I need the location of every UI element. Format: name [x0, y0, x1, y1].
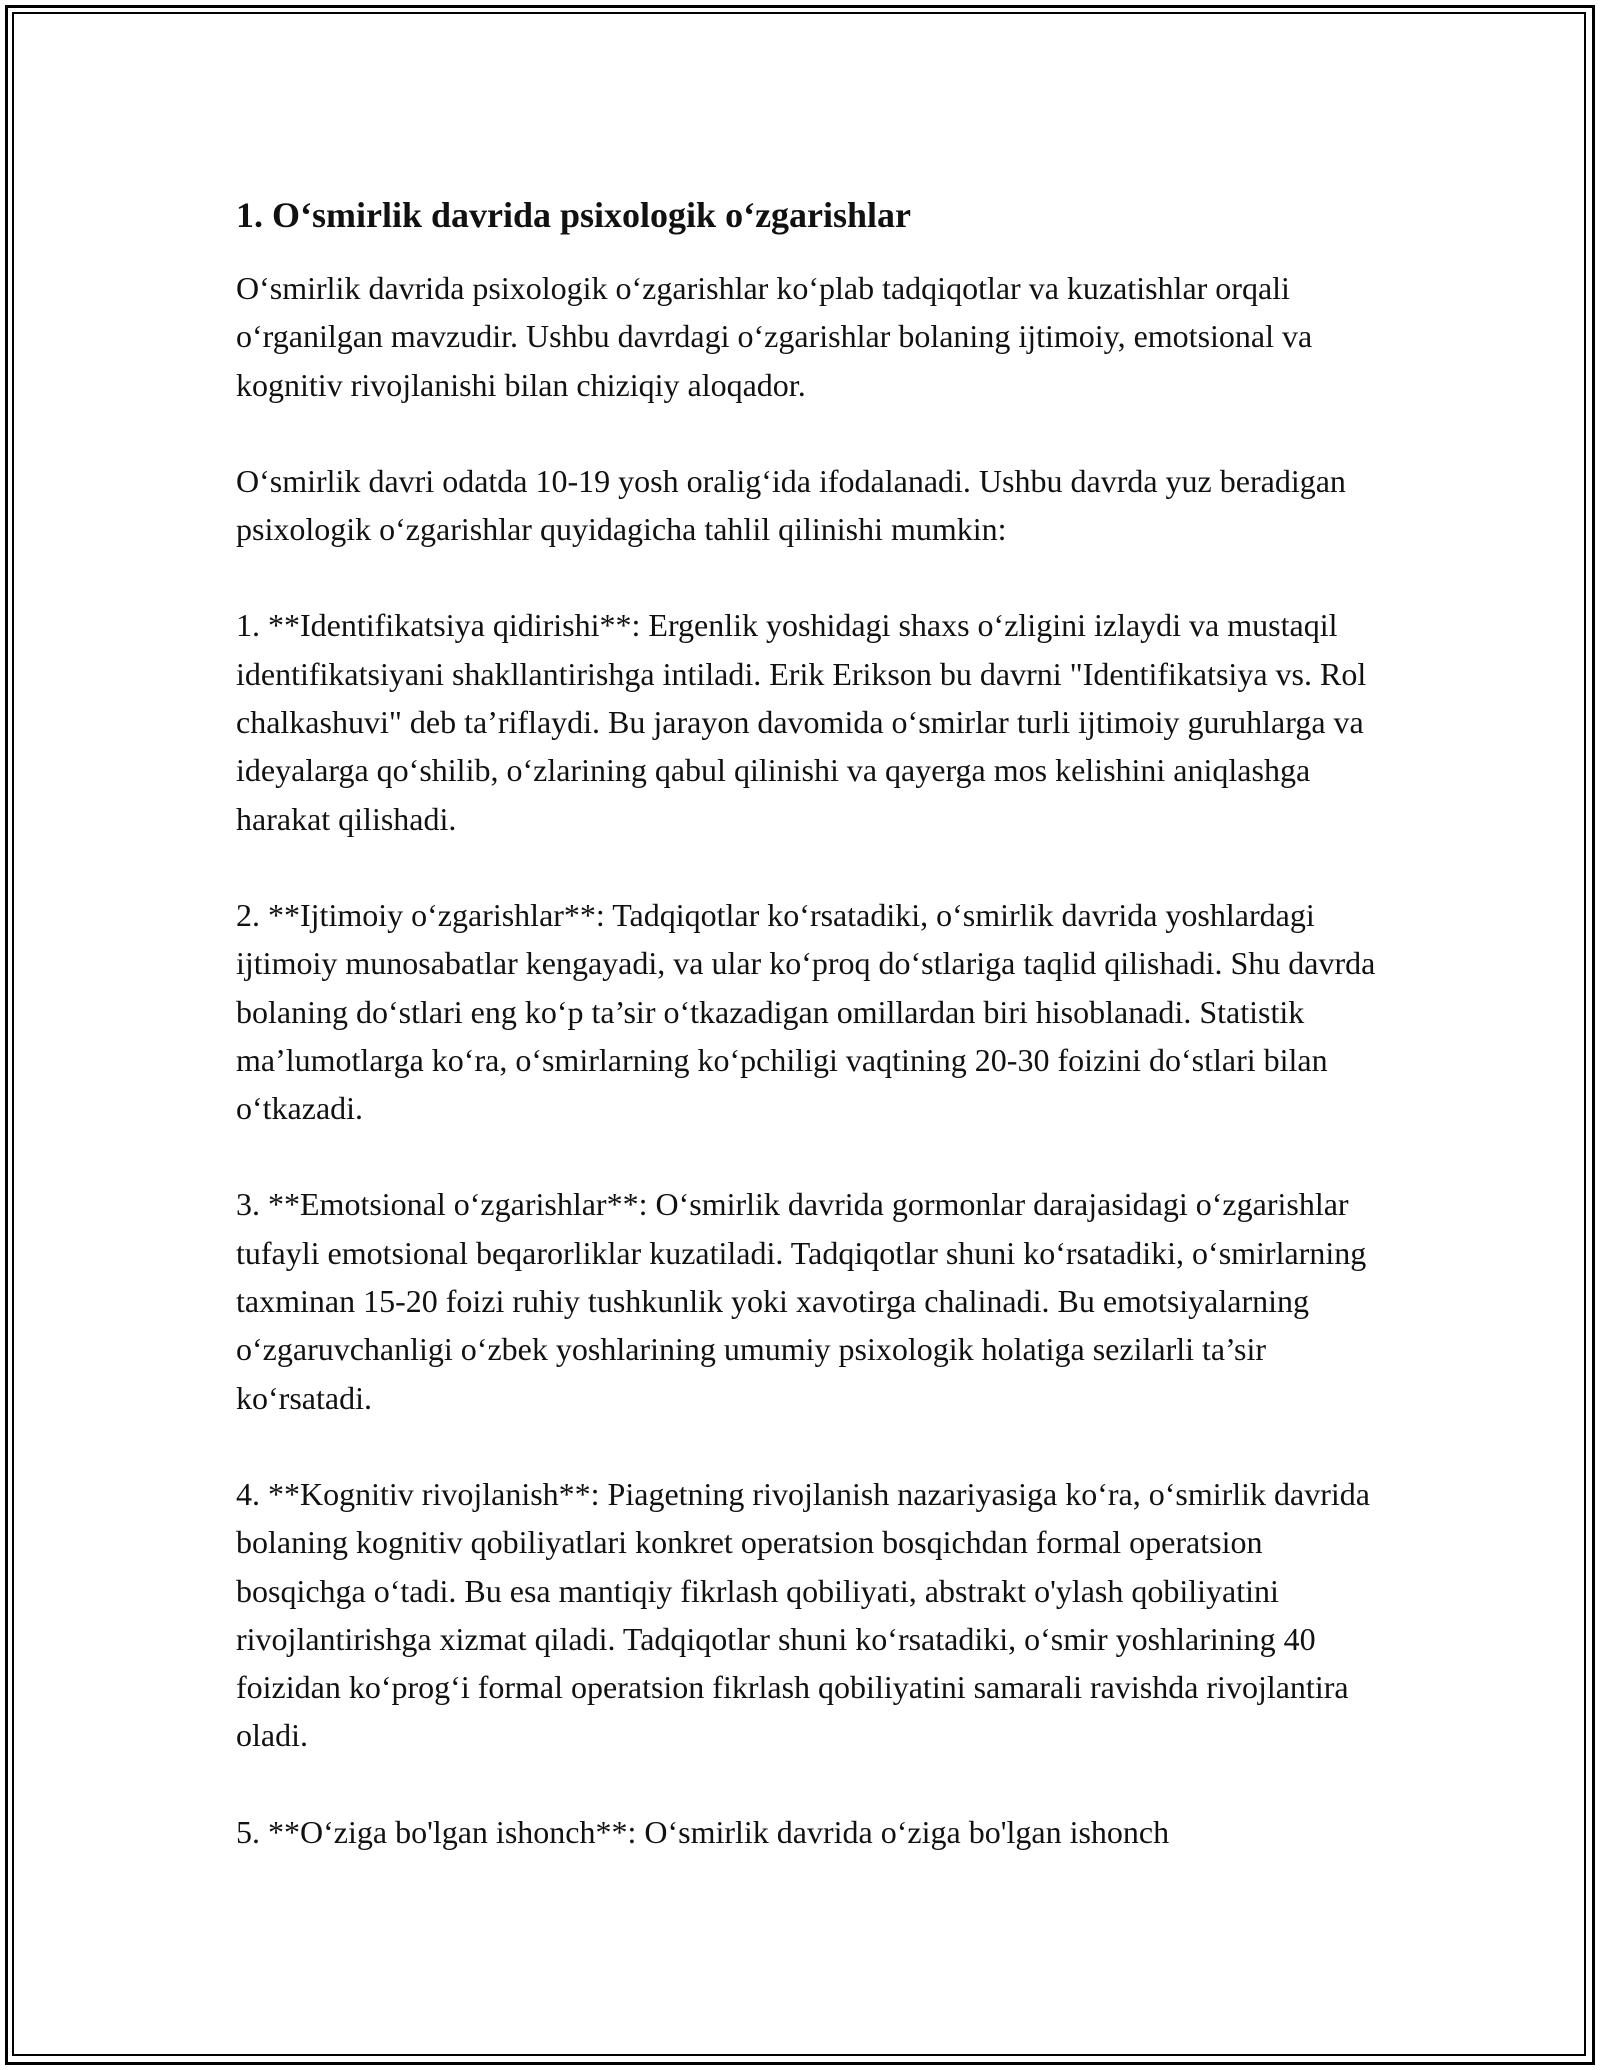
document-body: [236, 186, 1396, 1904]
paragraph-item-self-confidence: 5. **O‘ziga bo'lgan ishonch**: O‘smirlik davrida o‘ziga bo'lgan ishonch: [236, 1813, 1170, 1850]
paragraph-item-cognitive: 4. **Kognitiv rivojlanish**: Piagetning rivojlanish nazariyasiga ko‘ra, o‘smirlik davrida bolaning kognitiv qobiliyatlari konkret operatsion bosqichdan formal operatsion bosqichga o‘tadi. Bu esa mantiqiy fikrlash qobiliyati, abstrakt o'ylash qobiliyatini rivojlantirishga xizmat qiladi. Tadqiqotlar shuni ko‘rsatadiki, o‘smir yoshlarining 40 foizidan ko‘prog‘i formal operatsion fikrlash qobiliyatini samarali ravishda rivojlantira oladi.: [236, 1475, 1370, 1754]
paragraph-intro: O‘smirlik davrida psixologik o‘zgarishlar ko‘plab tadqiqotlar va kuzatishlar orqali o‘rganilgan mavzudir. Ushbu davrdagi o‘zgarishlar bolaning ijtimoiy, emotsional va kognitiv rivojlanishi bilan chiziqiy aloqador.: [236, 270, 1313, 403]
paragraph-item-identity: 1. **Identifikatsiya qidirishi**: Ergenlik yoshidagi shaxs o‘zligini izlaydi va mustaqil identifikatsiyani shakllantirishga intiladi. Erik Erikson bu davrni "Identifikatsiya vs. Rol chalkashuvi" deb ta’riflaydi. Bu jarayon davomida o‘smirlar turli ijtimoiy guruhlarga va ideyalarga qo‘shilib, o‘zlarining qabul qilinishi va qayerga mos kelishini aniqlashga harakat qilishadi.: [236, 607, 1367, 837]
paragraph-age-range: O‘smirlik davri odatda 10-19 yosh oralig‘ida ifodalanadi. Ushbu davrda yuz beradigan psixologik o‘zgarishlar quyidagicha tahlil qilinishi mumkin:: [236, 462, 1346, 548]
paragraph-item-emotional: 3. **Emotsional o‘zgarishlar**: O‘smirlik davrida gormonlar darajasidagi o‘zgarishlar tufayli emotsional beqarorliklar kuzatiladi. Tadqiqotlar shuni ko‘rsatadiki, o‘smirlarning taxminan 15-20 foizi ruhiy tushkunlik yoki xavotirga chalinadi. Bu emotsiyalarning o‘zgaruvchanligi o‘zbek yoshlarining umumiy psixologik holatiga sezilarli ta’sir ko‘rsatadi.: [236, 1186, 1367, 1416]
paragraph-item-social: 2. **Ijtimoiy o‘zgarishlar**: Tadqiqotlar ko‘rsatadiki, o‘smirlik davrida yoshlardagi ijtimoiy munosabatlar kengayadi, va ular ko‘proq do‘stlariga taqlid qilishadi. Shu davrda bolaning do‘stlari eng ko‘p ta’sir o‘tkazadigan omillardan biri hisoblanadi. Statistik ma’lumotlarga ko‘ra, o‘smirlarning ko‘pchiligi vaqtining 20-30 foizini do‘stlari bilan o‘tkazadi.: [236, 896, 1376, 1127]
section-heading: 1. O‘smirlik davrida psixologik o‘zgarishlar: [236, 195, 912, 235]
